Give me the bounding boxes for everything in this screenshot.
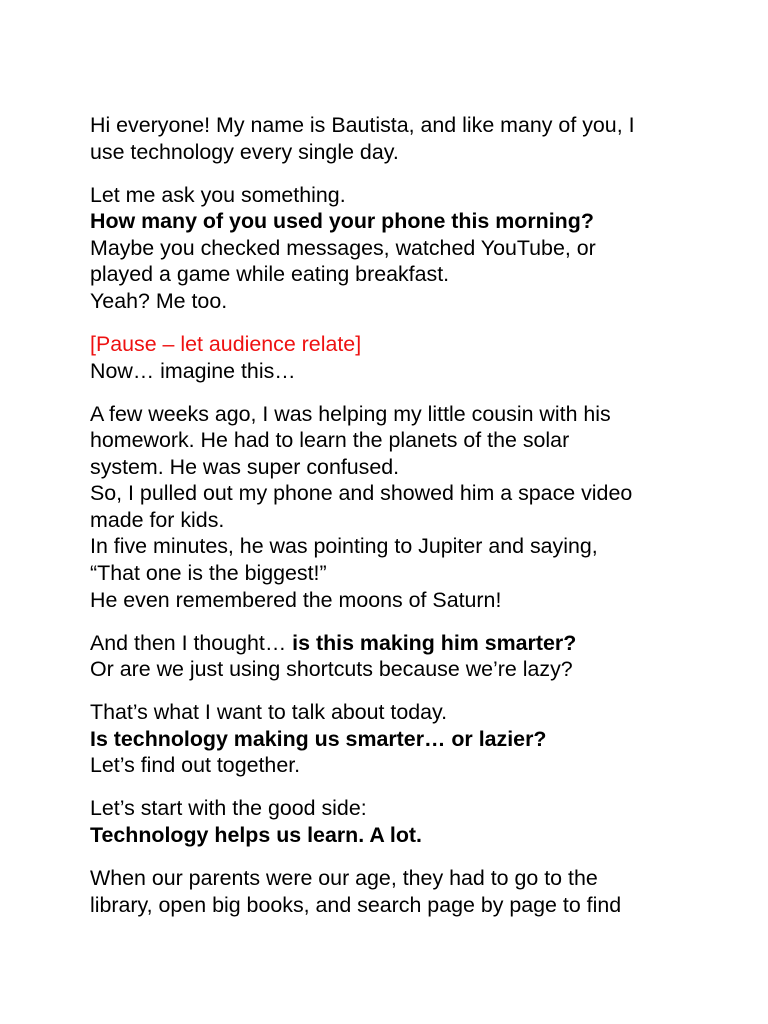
- paragraph-good-side: [90, 795, 730, 848]
- speech-document: [90, 112, 730, 935]
- bold-statement-line: Technology helps us learn. A lot.: [90, 823, 422, 847]
- text-line: homework. He had to learn the planets of the solar: [90, 428, 570, 453]
- paragraph-topic: [90, 699, 730, 779]
- paragraph-parents: [90, 865, 730, 918]
- paragraph-story: [90, 401, 730, 614]
- paragraph-pause: [90, 331, 730, 384]
- bold-question-segment: is this making him smarter?: [292, 630, 577, 655]
- text-line: When our parents were our age, they had to go to the: [90, 865, 598, 890]
- bold-question-line: Is technology making us smarter… or lazier?: [90, 726, 547, 751]
- text-line: That’s what I want to talk about today.: [90, 700, 448, 725]
- paragraph-question: [90, 182, 730, 315]
- text-line: In five minutes, he was pointing to Jupiter and saying,: [90, 534, 598, 559]
- text-line: A few weeks ago, I was helping my little cousin with his: [90, 401, 611, 426]
- paragraph-reflection: [90, 630, 730, 683]
- text-line: “That one is the biggest!”: [90, 561, 327, 586]
- bold-question-line: How many of you used your phone this morning?: [90, 209, 594, 234]
- text-line: Let’s start with the good side:: [90, 796, 367, 821]
- text-line: [90, 630, 730, 657]
- text-line: Yeah? Me too.: [90, 288, 228, 313]
- text-segment: And then I thought…: [90, 630, 293, 655]
- text-line: Or are we just using shortcuts because we’re lazy?: [90, 657, 573, 682]
- text-line: Now… imagine this…: [90, 358, 296, 383]
- text-line: He even remembered the moons of Saturn!: [90, 587, 502, 612]
- text-line: library, open big books, and search page by page to find: [90, 892, 622, 917]
- text-line: made for kids.: [90, 507, 225, 532]
- text-line: Let me ask you something.: [90, 182, 346, 207]
- text-line: Hi everyone! My name is Bautista, and like many of you, I: [90, 113, 635, 137]
- text-line: Maybe you checked messages, watched YouTube, or: [90, 235, 596, 260]
- paragraph-intro: [90, 112, 730, 165]
- stage-direction: [Pause – let audience relate]: [90, 331, 362, 356]
- text-line: Let’s find out together.: [90, 753, 301, 778]
- text-line: played a game while eating breakfast.: [90, 262, 450, 287]
- text-line: use technology every single day.: [90, 139, 399, 164]
- text-line: So, I pulled out my phone and showed him a space video: [90, 481, 633, 506]
- text-line: system. He was super confused.: [90, 454, 400, 479]
